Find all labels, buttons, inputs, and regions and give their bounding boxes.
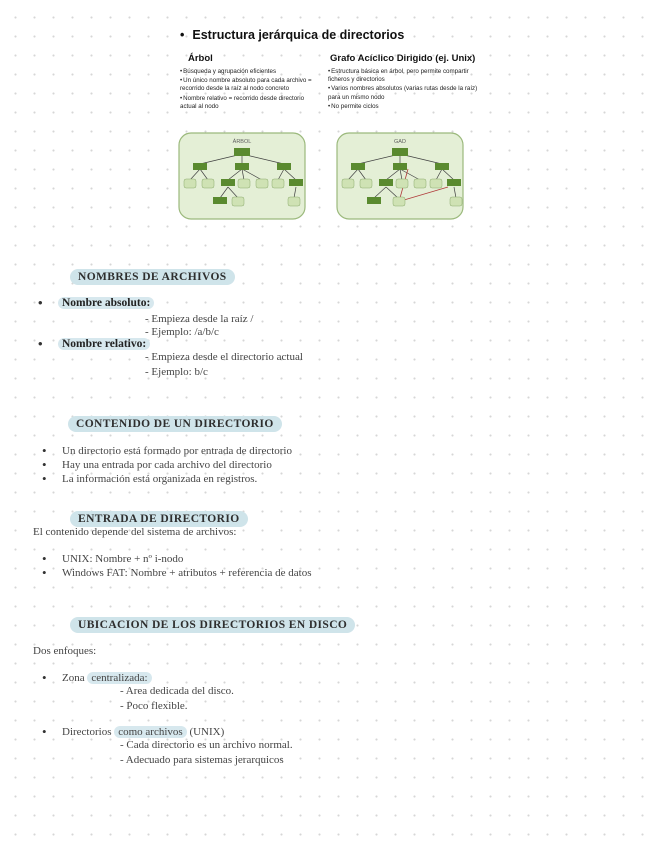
arbol-bullets — [180, 68, 315, 112]
directorios-archivos-item — [62, 726, 224, 738]
ubicacion-heading: UBICACION DE LOS DIRECTORIOS EN DISCO — [70, 617, 355, 633]
dirs-suffix: (UNIX) — [186, 726, 225, 738]
gad-diagram — [336, 132, 464, 220]
arbol-title: Árbol — [188, 53, 213, 64]
gad-bullets — [328, 68, 478, 112]
entrada-intro: El contenido depende del sistema de archivos: — [33, 526, 237, 538]
dirs-prefix: Directorios — [62, 726, 115, 738]
nombre-relativo-line: - Empieza desde el directorio actual — [145, 351, 303, 363]
zona-centralizada-item — [62, 672, 152, 684]
ubicacion-intro: Dos enfoques: — [33, 645, 97, 657]
nombres-heading: NOMBRES DE ARCHIVOS — [70, 269, 235, 285]
arbol-bullet: • Un único nombre absoluto para cada archivo = recorrido desde la raíz al nodo concreto — [180, 77, 315, 93]
gad-diagram-label: GAD — [394, 139, 406, 145]
gad-bullet: • Varios nombres absolutos (varias rutas desde la raíz) para un mismo nodo — [328, 85, 478, 101]
nombre-absoluto-line: - Ejemplo: /a/b/c — [145, 326, 219, 338]
slide-title: • Estructura jerárquica de directorios — [180, 28, 405, 42]
nombre-relativo-line: - Ejemplo: b/c — [145, 366, 208, 378]
slide-image — [170, 22, 480, 222]
dirs-line: - Adecuado para sistemas jerarquicos — [120, 754, 284, 766]
contenido-bullet: • La información está organizada en registros. — [62, 473, 257, 485]
arbol-diagram-label: ÁRBOL — [232, 139, 252, 145]
gad-bullet: • No permite ciclos — [328, 103, 478, 111]
zona-line: - Area dedicada del disco. — [120, 685, 234, 697]
arbol-bullet: • Nombre relativo = recorrido desde directorio actual al nodo — [180, 95, 315, 111]
contenido-bullet: • Un directorio está formado por entrada de directorio — [62, 445, 292, 457]
nombre-absoluto-label: • Nombre absoluto: — [58, 297, 154, 309]
nombre-absoluto-line: - Empieza desde la raíz / — [145, 313, 254, 325]
zona-prefix: Zona — [62, 672, 88, 684]
arbol-diagram — [178, 132, 306, 220]
dirs-highlight: como archivos — [114, 726, 186, 738]
entrada-heading: ENTRADA DE DIRECTORIO — [70, 511, 248, 527]
gad-bullet: • Estructura básica en árbol, pero permite compartir ficheros y directorios — [328, 68, 478, 84]
entrada-bullet: • UNIX: Nombre + nº i-nodo — [62, 553, 183, 565]
entrada-bullet: • Windows FAT: Nombre + atributos + referencia de datos — [62, 567, 311, 579]
dirs-line: - Cada directorio es un archivo normal. — [120, 739, 293, 751]
nombre-relativo-label: • Nombre relativo: — [58, 338, 150, 350]
zona-highlight: centralizada: — [87, 672, 151, 684]
gad-title: Grafo Acíclico Dirigido (ej. Unix) — [330, 53, 476, 64]
arbol-bullet: • Búsqueda y agrupación eficientes — [180, 68, 315, 76]
zona-line: - Poco flexible. — [120, 700, 188, 712]
contenido-heading: CONTENIDO DE UN DIRECTORIO — [68, 416, 282, 432]
contenido-bullet: • Hay una entrada por cada archivo del directorio — [62, 459, 272, 471]
